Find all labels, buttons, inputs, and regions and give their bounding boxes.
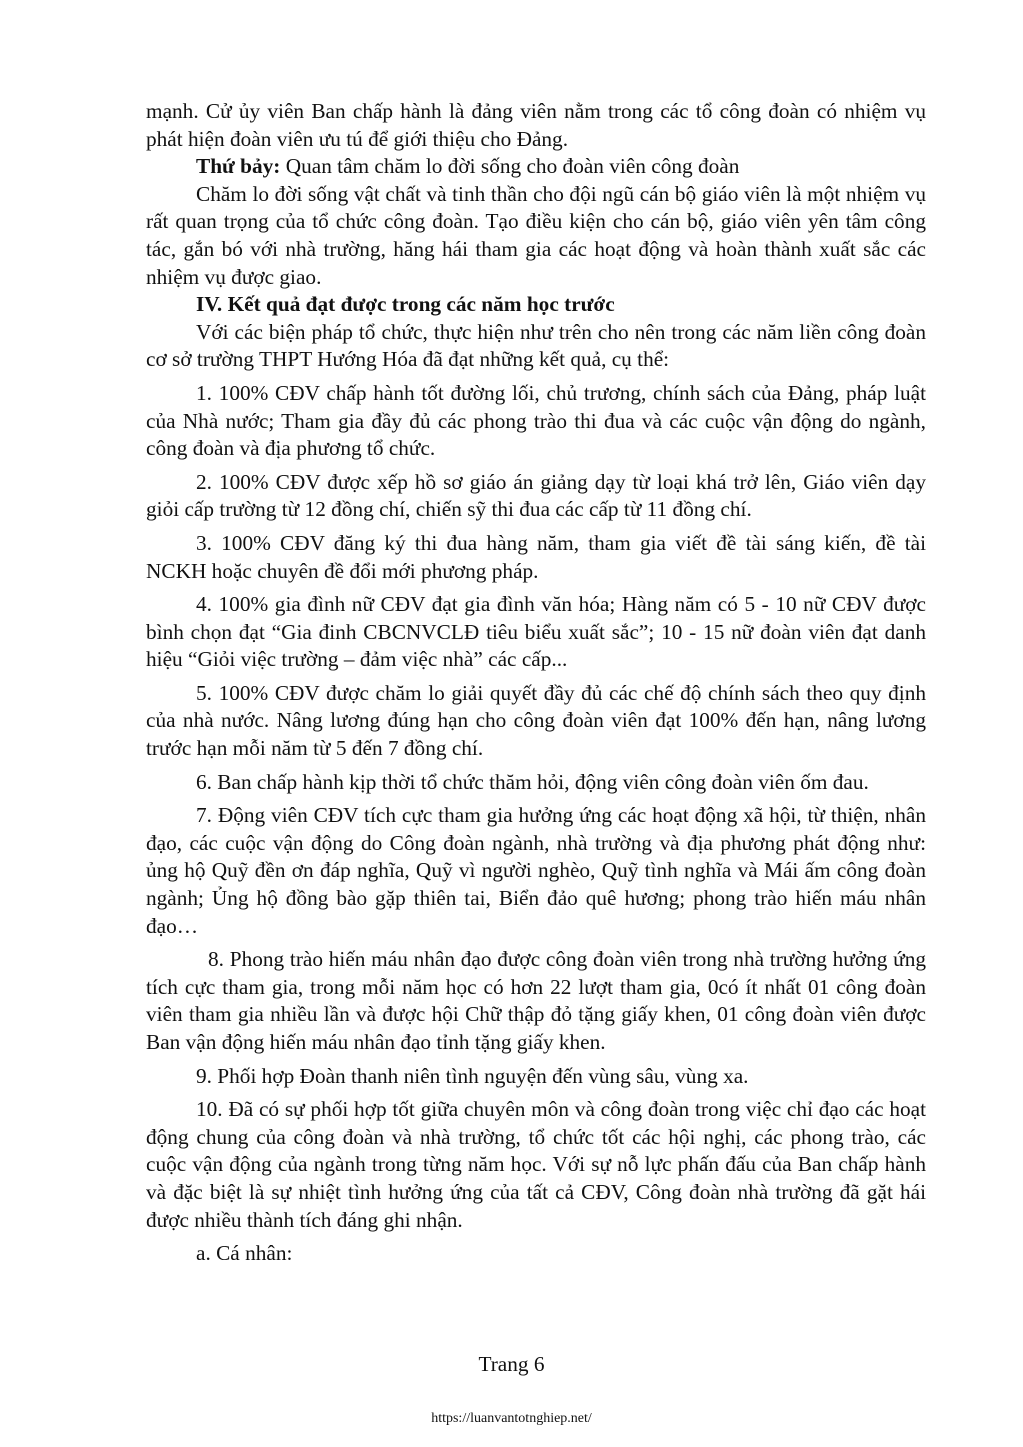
list-item-3: 3. 100% CĐV đăng ký thi đua hàng năm, tham gia viết đề tài sáng kiến, đề tài NCKH hoặc chuyên đề đổi mới phương pháp.: [146, 530, 926, 583]
list-item-10: 10. Đã có sự phối hợp tốt giữa chuyên môn và công đoàn trong việc chỉ đạo các hoạt động chung của công đoàn và nhà trường, tổ chức tốt các hội nghị, các phong trào, các cuộc vận động của ngành trong từng năm học. Với sự nỗ lực phấn đấu của Ban chấp hành và đặc biệt là sự nhiệt tình hưởng ứng của tất cả CĐV, Công đoàn nhà trường đã gặt hái được nhiều thành tích đáng ghi nhận.: [146, 1097, 926, 1232]
section-seventh: [146, 153, 926, 181]
list-item-7: 7. Động viên CĐV tích cực tham gia hưởng ứng các hoạt động xã hội, từ thiện, nhân đạo, các cuộc vận động do Công đoàn ngành, nhà trường và địa phương phát động như: ủng hộ Quỹ đền ơn đáp nghĩa, Quỹ vì người nghèo, Quỹ tình nghĩa và Mái ấm công đoàn ngành; Ủng hộ đồng bào gặp thiên tai, Biển đảo quê hương; phong trào hiến máu nhân đạo…: [146, 803, 926, 938]
section-label: Thứ bảy:: [196, 154, 281, 179]
list-item-1: 1. 100% CĐV chấp hành tốt đường lối, chủ trương, chính sách của Đảng, pháp luật của Nhà nước; Tham gia đầy đủ các phong trào thi đua và các cuộc vận động do ngành, công đoàn và địa phương tổ chức.: [146, 380, 926, 461]
list-item-5: 5. 100% CĐV được chăm lo giải quyết đầy đủ các chế độ chính sách theo quy định của nhà nước. Nâng lương đúng hạn cho công đoàn viên đạt 100% đến hạn, nâng lương trước hạn mỗi năm từ 5 đến 7 đồng chí.: [146, 680, 926, 761]
list-item-6: 6. Ban chấp hành kịp thời tổ chức thăm hỏi, động viên công đoàn viên ốm đau.: [196, 769, 869, 794]
list-item-4: 4. 100% gia đình nữ CĐV đạt gia đình văn hóa; Hàng năm có 5 - 10 nữ CĐV được bình chọn đạt “Gia đinh CBCNVCLĐ tiêu biểu xuất sắc”; 10 - 15 nữ đoàn viên đạt danh hiệu “Giỏi việc trường – đảm việc nhà” các cấp...: [146, 592, 926, 672]
list-item-9: 9. Phối hợp Đoàn thanh niên tình nguyện đến vùng sâu, vùng xa.: [196, 1063, 749, 1088]
paragraph-continuation: mạnh. Cử ủy viên Ban chấp hành là đảng viên nằm trong các tổ công đoàn có nhiệm vụ phát hiện đoàn viên ưu tú để giới thiệu cho Đảng.: [146, 99, 926, 151]
list-item-2: 2. 100% CĐV được xếp hồ sơ giáo án giảng dạy từ loại khá trở lên, Giáo viên dạy giỏi cấp trường từ 12 đồng chí, chiến sỹ thi đua các cấp từ 11 đồng chí.: [146, 469, 926, 522]
subheading-individual: a. Cá nhân:: [196, 1241, 293, 1266]
document-body: [146, 98, 926, 1268]
page-number: Trang 6: [478, 1352, 545, 1376]
section-title: Quan tâm chăm lo đời sống cho đoàn viên công đoàn: [280, 154, 740, 179]
source-url[interactable]: https://luanvantotnghiep.net/: [431, 1411, 592, 1426]
paragraph-intro-results: Với các biện pháp tổ chức, thực hiện như trên cho nên trong các năm liền công đoàn cơ sở trường THPT Hướng Hóa đã đạt những kết quả, cụ thể:: [146, 319, 926, 372]
list-item-8: 8. Phong trào hiến máu nhân đạo được công đoàn viên trong nhà trường hưởng ứng tích cực tham gia, trong mỗi năm học có hơn 22 lượt tham gia, 0có ít nhất 01 công đoàn viên tham gia nhiều lần và được hội Chữ thập đỏ tặng giấy khen, 01 công đoàn viên được Ban vận động hiến máu nhân đạo tỉnh tặng giấy khen.: [146, 947, 926, 1054]
section-heading-iv: IV. Kết quả đạt được trong các năm học trước: [196, 292, 615, 317]
paragraph-care: Chăm lo đời sống vật chất và tinh thần cho đội ngũ cán bộ giáo viên là một nhiệm vụ rất quan trọng của tổ chức công đoàn. Tạo điều kiện cho cán bộ, giáo viên yên tâm công tác, gắn bó với nhà trường, hăng hái tham gia các hoạt động và hoàn thành xuất sắc các nhiệm vụ được giao.: [146, 181, 926, 289]
